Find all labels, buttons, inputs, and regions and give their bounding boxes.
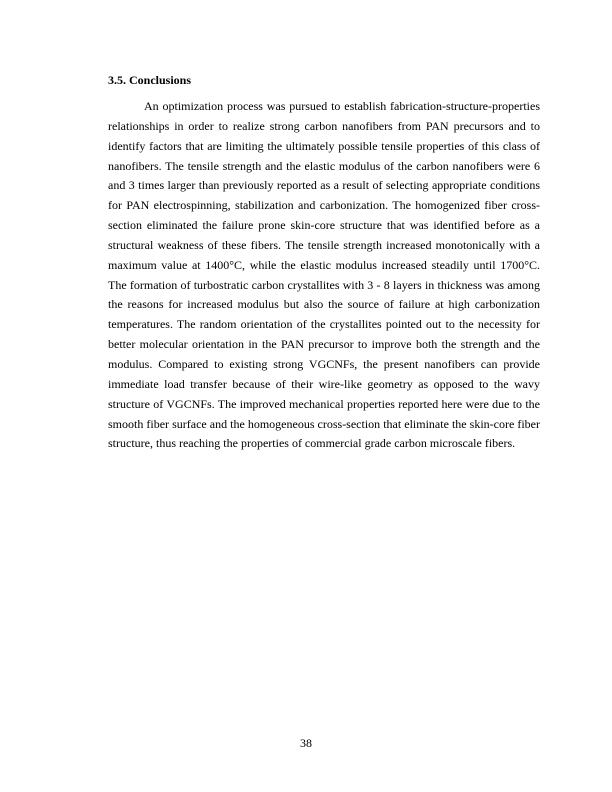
section-heading: 3.5. Conclusions	[108, 73, 192, 87]
page-number: 38	[300, 736, 312, 750]
conclusions-paragraph: An optimization process was pursued to establish fabrication-structure-properties relationships in order to realize strong carbon nanofibers from PAN precursors and to identify factors that are limiting the ultimately possible tensile properties of this class of nanofibers. The tensile strength and the elastic modulus of the carbon nanofibers were 6 and 3 times larger than previously reported as a result of selecting appropriate conditions for PAN electrospinning, stabilization and carbonization. The homogenized fiber cross-section eliminated the failure prone skin-core structure that was identified before as a structural weakness of these fibers. The tensile strength increased monotonically with a maximum value at 1400°C, while the elastic modulus increased steadily until 1700°C. The formation of turbostratic carbon crystallites with 3 - 8 layers in thickness was among the reasons for increased modulus but also the source of failure at high carbonization temperatures. The random orientation of the crystallites pointed out to the necessity for better molecular orientation in the PAN precursor to improve both the strength and the modulus. Compared to existing strong VGCNFs, the present nanofibers can provide immediate load transfer because of their wire-like geometry as opposed to the wavy structure of VGCNFs. The improved mechanical properties reported here were due to the smooth fiber surface and the homogeneous cross-section that eliminate the skin-core fiber structure, thus reaching the properties of commercial grade carbon microscale fibers.	[108, 99, 540, 451]
